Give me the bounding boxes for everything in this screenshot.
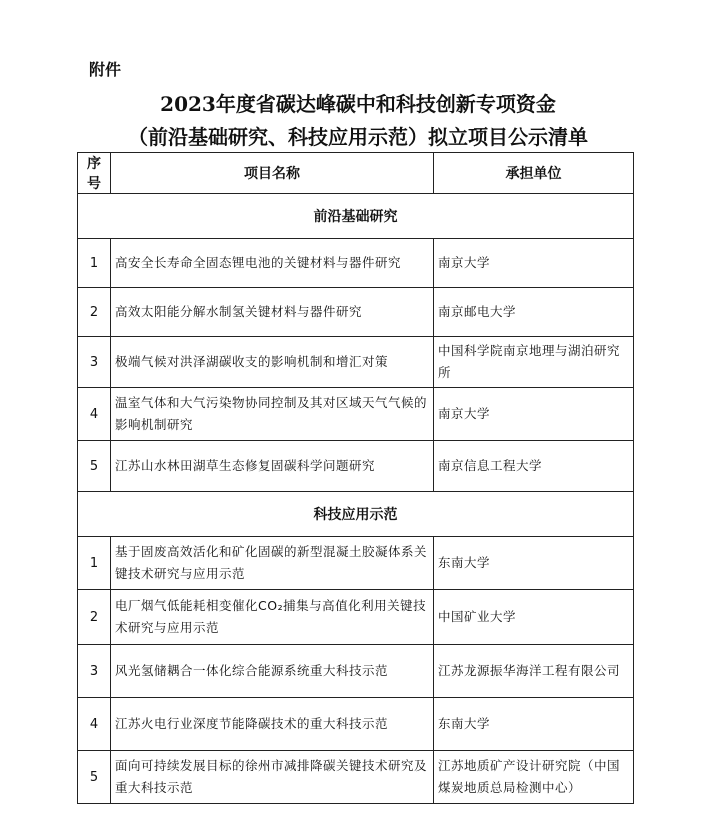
attachment-label: 附件 [89, 60, 122, 79]
header-organization: 承担单位 [434, 153, 634, 194]
table-row [78, 288, 634, 337]
organization: 江苏地质矿产设计研究院（中国煤炭地质总局检测中心） [434, 751, 634, 804]
project-name: 高效太阳能分解水制氢关键材料与器件研究 [111, 288, 434, 337]
table-row [78, 388, 634, 441]
row-number: 3 [78, 337, 111, 388]
section-title: 科技应用示范 [78, 492, 634, 537]
row-number: 4 [78, 388, 111, 441]
table-row [78, 698, 634, 751]
project-name: 风光氢储耦合一体化综合能源系统重大科技示范 [111, 645, 434, 698]
project-list-table [77, 152, 634, 804]
project-name: 江苏山水林田湖草生态修复固碳科学问题研究 [111, 441, 434, 492]
organization: 中国矿业大学 [434, 590, 634, 645]
section-row [78, 194, 634, 239]
organization: 东南大学 [434, 698, 634, 751]
row-number: 1 [78, 239, 111, 288]
row-number: 2 [78, 590, 111, 645]
document-title-line-1: 2023年度省碳达峰碳中和科技创新专项资金 [160, 92, 556, 116]
header-seq: 序号 [78, 153, 111, 194]
project-name: 高安全长寿命全固态锂电池的关键材料与器件研究 [111, 239, 434, 288]
organization: 南京大学 [434, 388, 634, 441]
table-row [78, 537, 634, 590]
project-name: 基于固废高效活化和矿化固碳的新型混凝土胶凝体系关键技术研究与应用示范 [111, 537, 434, 590]
table-row [78, 239, 634, 288]
table-row [78, 645, 634, 698]
row-number: 3 [78, 645, 111, 698]
project-name: 面向可持续发展目标的徐州市减排降碳关键技术研究及重大科技示范 [111, 751, 434, 804]
project-name: 电厂烟气低能耗相变催化CO₂捕集与高值化利用关键技术研究与应用示范 [111, 590, 434, 645]
row-number: 5 [78, 751, 111, 804]
organization: 南京邮电大学 [434, 288, 634, 337]
table-header-row [78, 153, 634, 194]
table-row [78, 751, 634, 804]
header-project-name: 项目名称 [111, 153, 434, 194]
row-number: 1 [78, 537, 111, 590]
organization: 东南大学 [434, 537, 634, 590]
section-title: 前沿基础研究 [78, 194, 634, 239]
organization: 中国科学院南京地理与湖泊研究所 [434, 337, 634, 388]
row-number: 5 [78, 441, 111, 492]
table-row [78, 590, 634, 645]
row-number: 4 [78, 698, 111, 751]
organization: 南京信息工程大学 [434, 441, 634, 492]
project-name: 极端气候对洪泽湖碳收支的影响机制和增汇对策 [111, 337, 434, 388]
table-row [78, 441, 634, 492]
project-name: 温室气体和大气污染物协同控制及其对区域天气气候的影响机制研究 [111, 388, 434, 441]
organization: 南京大学 [434, 239, 634, 288]
row-number: 2 [78, 288, 111, 337]
document-title-line-2: （前沿基础研究、科技应用示范）拟立项目公示清单 [128, 125, 588, 149]
section-row [78, 492, 634, 537]
organization: 江苏龙源振华海洋工程有限公司 [434, 645, 634, 698]
table-row [78, 337, 634, 388]
project-name: 江苏火电行业深度节能降碳技术的重大科技示范 [111, 698, 434, 751]
